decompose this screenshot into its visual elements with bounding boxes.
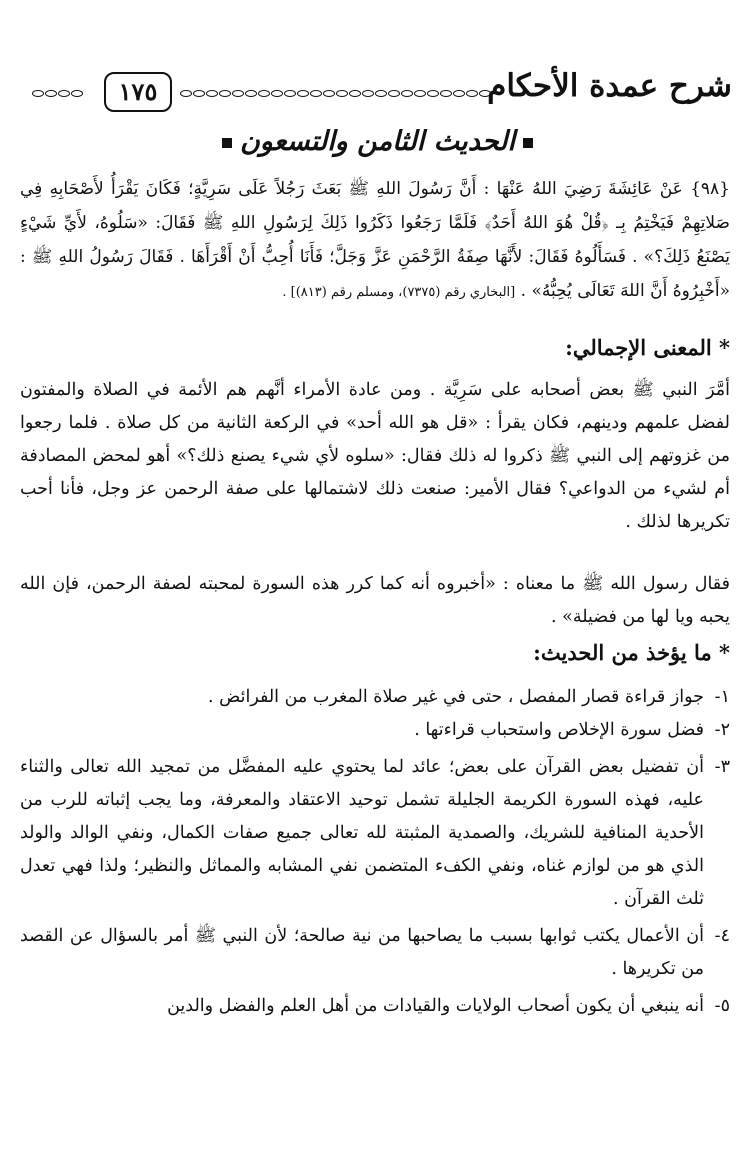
list-item-number: ١- <box>714 687 730 707</box>
list-item-text: أنه ينبغي أن يكون أصحاب الولايات والقيادات من أهل العلم والفضل والدين <box>167 996 704 1016</box>
general-meaning-paragraph-2: فقال رسول الله ﷺ ما معناه : «أخبروه أنه كما كرر هذه السورة لمحبته لصفة الرحمن، فإن الله يحبه ويا لها من فضيلة» . <box>20 574 730 627</box>
list-item <box>20 681 730 714</box>
hadith-reference: [البخاري رقم (٧٣٧٥)، ومسلم رقم (٨١٣)] . <box>282 285 516 300</box>
section-heading-general-meaning: * المعنى الإجمالي: <box>565 335 730 360</box>
page-number: ١٧٥ <box>104 72 172 112</box>
list-item-text: جواز قراءة قصار المفصل ، حتى في غير صلاة المغرب من الفرائض . <box>208 687 704 707</box>
hadith-title <box>0 126 755 157</box>
list-item-number: ٥- <box>714 996 730 1016</box>
title-square-left <box>222 138 232 148</box>
section-heading-lessons: * ما يؤخذ من الحديث: <box>533 640 730 665</box>
lessons-list <box>20 681 730 1023</box>
header-ornament-chain <box>180 90 510 100</box>
list-item <box>20 751 730 916</box>
list-item <box>20 714 730 747</box>
list-item-number: ٣- <box>714 757 730 777</box>
hadith-title-text: الحديث الثامن والتسعون <box>239 126 516 157</box>
list-item <box>20 990 730 1023</box>
list-item-text: أن تفضيل بعض القرآن على بعض؛ عائد لما يحتوي عليه المفضَّل من تمجيد الله تعالى والثناء عليه، فهذه السورة الكريمة الجليلة تشمل توحيد الاعتقاد والمعرفة، وما يجب إثباته للرب من الأحدية المنافية للشريك، والصمدية المثبتة لله تعالى جميع صفات الكمال، ونفي الوالد والولد الذي هو من لوازم غناه، ونفي الكفء المتضمن نفي المشابه والمماثل والنظير؛ ولذا فهي تعدل ثلث القرآن . <box>20 757 704 909</box>
general-meaning-paragraph: أمَّرَ النبي ﷺ بعض أصحابه على سَرِيَّة . ومن عادة الأمراء أنَّهم هم الأئمة في الصلاة والمفتون لفضل علمهم ودينهم، فكان يقرأ : «قل هو الله أحد» في الركعة الثانية من كل صلاة . فلما رجعوا من غزوتهم إلى النبي ﷺ ذكروا له ذلك فقال: «سلوه لأي شيء يصنع ذلك؟» أهو لمحض المصادفة أم لشيء من الدواعي؟ فقال الأمير: صنعت ذلك لاشتمالها على صفة الرحمن عز وجل، فأنا أحب تكريرها لذلك . <box>20 380 730 532</box>
page-header <box>22 62 732 122</box>
hadith-body: {٩٨} عَنْ عَائِشَةَ رَضِيَ اللهُ عَنْهَا : أَنَّ رَسُولَ اللهِ ﷺ بَعَثَ رَجُلاً عَلَى سَرِيَّةٍ؛ فَكَانَ يَقْرَأُ لأَصْحَابِهِ فِي صَلاتِهِمْ فَيَخْتِمُ بِـ ﴿قُلْ هُوَ اللهُ أَحَدٌ﴾ فَلَمَّا رَجَعُوا ذَكَرُوا ذَلِكَ لِرَسُولِ اللهِ ﷺ فَقَالَ: «سَلُوهُ، لأَيِّ شَيْءٍ يَصْنَعُ ذَلِكَ؟» . فَسَأَلُوهُ فَقَالَ: لأَنَّهَا صِفَةُ الرَّحْمَنِ عَزَّ وَجَلَّ؛ فَأَنَا أُحِبُّ أَنْ أَقْرَأَهَا . فَقَالَ رَسُولُ اللهِ ﷺ : «أَخْبِرُوهُ أَنَّ اللهَ تَعَالَى يُحِبُّهُ» . <box>20 179 730 301</box>
list-item-text: فضل سورة الإخلاص واستحباب قراءتها . <box>414 720 704 740</box>
book-title: شرح عمدة الأحكام <box>487 68 732 104</box>
hadith-text <box>20 172 730 310</box>
list-item-text: أن الأعمال يكتب ثوابها بسبب ما يصاحبها من نية صالحة؛ لأن النبي ﷺ أمر بالسؤال عن القصد من تكريرها . <box>20 926 704 979</box>
header-ornament-left <box>32 90 92 100</box>
list-item-number: ٤- <box>714 926 730 946</box>
title-square-right <box>523 138 533 148</box>
list-item <box>20 920 730 986</box>
list-item-number: ٢- <box>714 720 730 740</box>
